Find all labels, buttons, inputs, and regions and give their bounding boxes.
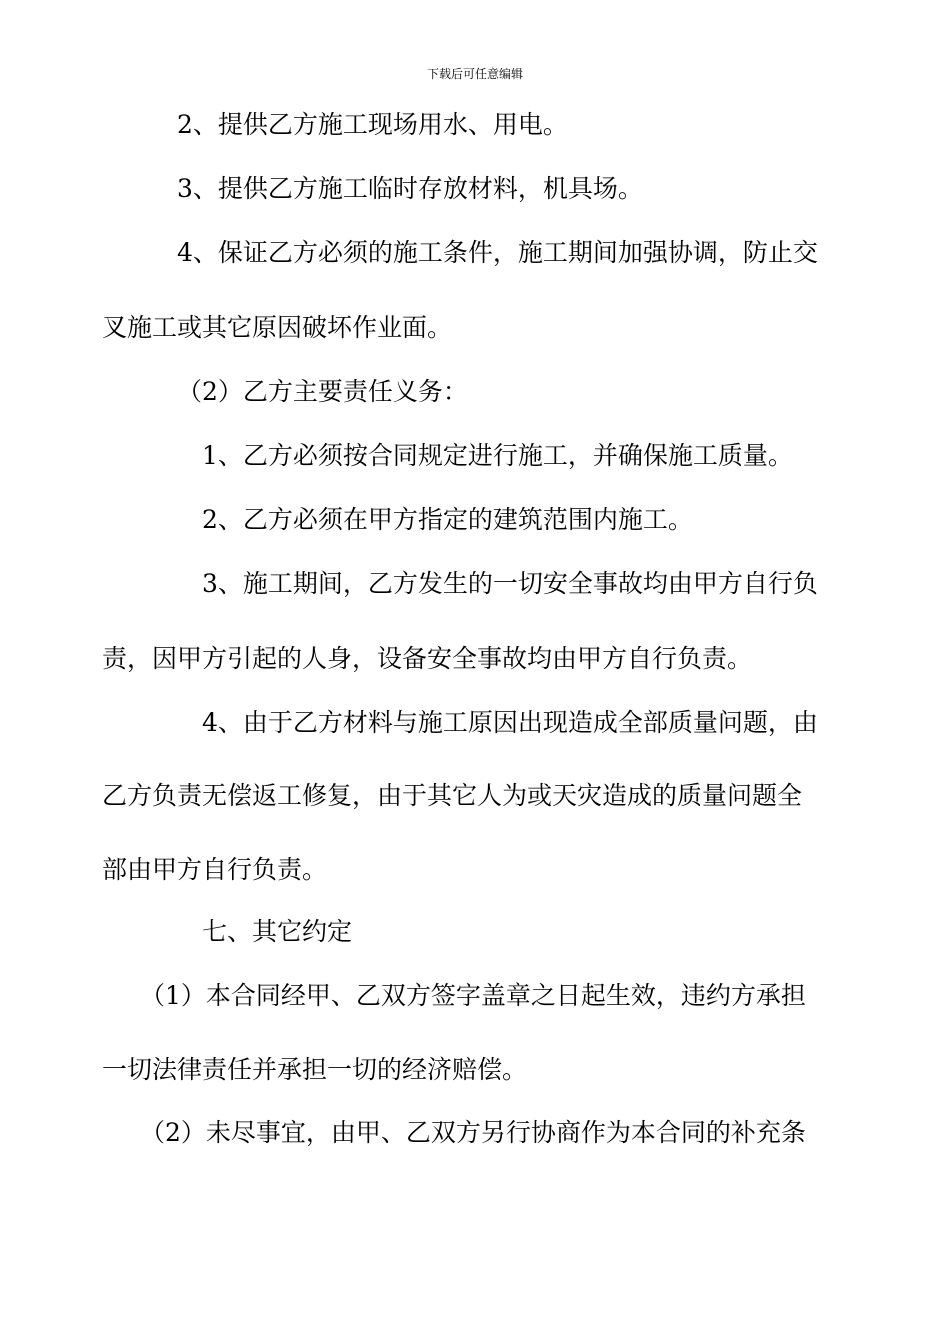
paragraph-line: 部由甲方自行负责。 — [102, 855, 328, 884]
paragraph-line: 一切法律责任并承担一切的经济赔偿。 — [102, 1055, 528, 1084]
page-header: 下载后可任意编辑 — [426, 67, 523, 81]
paragraph-line: 2、提供乙方施工现场用水、用电。 — [177, 110, 568, 139]
paragraph-line: （1）本合同经甲、乙双方签字盖章之日起生效，违约方承担 — [140, 981, 806, 1010]
section-heading: 七、其它约定 — [202, 917, 353, 946]
paragraph-line: 2、乙方必须在甲方指定的建筑范围内施工。 — [202, 505, 693, 534]
paragraph-line: 3、施工期间，乙方发生的一切安全事故均由甲方自行负 — [202, 569, 818, 598]
paragraph-line: 乙方负责无偿返工修复，由于其它人为或天灾造成的质量问题全 — [102, 781, 803, 810]
paragraph-line: （2）未尽事宜，由甲、乙双方另行协商作为本合同的补充条 — [140, 1118, 806, 1147]
section-heading: （2）乙方主要责任义务： — [177, 377, 468, 406]
paragraph-line: 4、保证乙方必须的施工条件，施工期间加强协调，防止交 — [177, 238, 818, 267]
paragraph-line: 3、提供乙方施工临时存放材料，机具场。 — [177, 174, 643, 203]
paragraph-line: 责，因甲方引起的人身，设备安全事故均由甲方自行负责。 — [102, 644, 753, 673]
paragraph-line: 4、由于乙方材料与施工原因出现造成全部质量问题，由 — [202, 708, 818, 737]
paragraph-line: 叉施工或其它原因破坏作业面。 — [102, 313, 453, 342]
paragraph-line: 1、乙方必须按合同规定进行施工，并确保施工质量。 — [202, 441, 793, 470]
